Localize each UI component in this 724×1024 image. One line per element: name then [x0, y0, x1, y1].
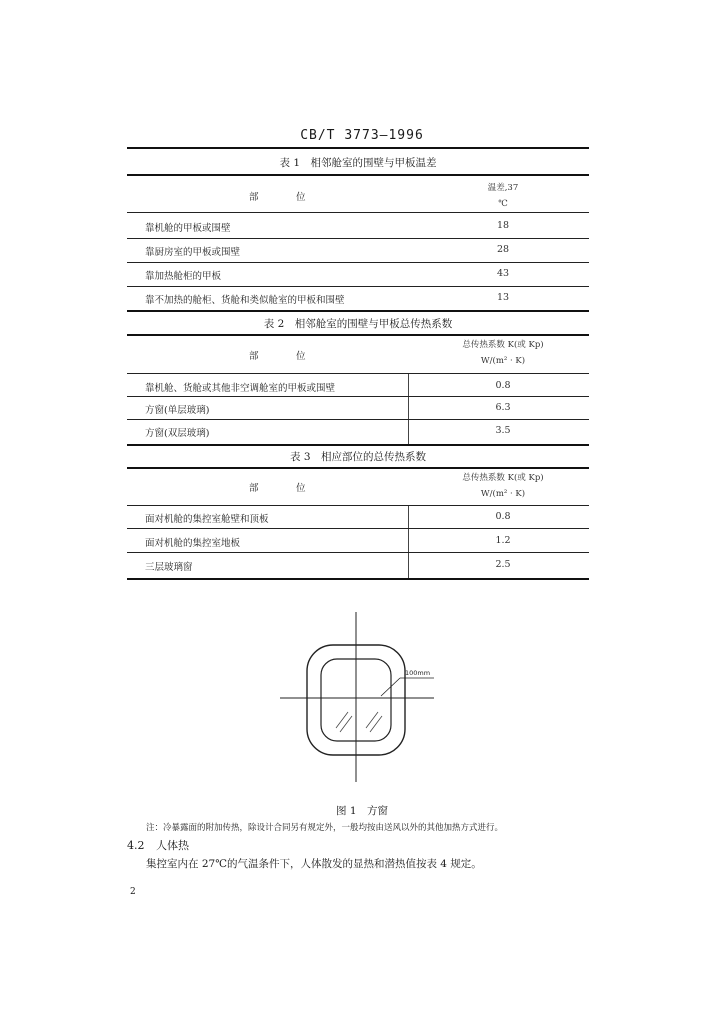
glass-hatch-marks — [336, 712, 382, 732]
table2-row-part: 方窗(双层玻璃) — [145, 428, 210, 439]
section-number: 4.2 — [127, 839, 145, 852]
table3-row-value: 2.5 — [495, 559, 511, 570]
table1-row-value: 28 — [496, 244, 510, 255]
table3-title: 表 3 相应部位的总传热系数 — [289, 451, 427, 463]
table1-row-part: 靠不加热的舱柜、货舱和类似舱室的甲板和围壁 — [145, 295, 345, 306]
table2-col-value — [408, 337, 598, 369]
table3-row-part: 三层玻璃窗 — [145, 562, 193, 573]
table3-top-rule — [127, 467, 589, 469]
table3-col-part: 部 位 — [249, 483, 320, 494]
standard-code: CB/T 3773—1996 — [300, 128, 424, 143]
table2-col-value-line1: 总传热系数 K(或 Kp) — [462, 340, 544, 350]
table2-bottom-rule — [127, 444, 589, 446]
table2-row-part: 靠机舱、货舱或其他非空调舱室的甲板或围壁 — [145, 383, 336, 394]
table1-row-value: 18 — [496, 220, 510, 231]
table2-row-value: 3.5 — [495, 425, 511, 436]
square-window-figure — [272, 612, 452, 782]
table1-row-value: 43 — [496, 268, 510, 279]
table3-col-value-line2: W/(m² · K) — [480, 489, 526, 499]
table3-row-value: 0.8 — [495, 511, 511, 522]
section-heading — [127, 837, 189, 853]
body-paragraph: 集控室内在 27℃的气温条件下，人体散发的显热和潜热值按表 4 规定。 — [146, 858, 482, 870]
table2-row-rule — [127, 396, 589, 397]
table3-row-part: 面对机舱的集控室地板 — [145, 538, 241, 549]
table2-row-value: 6.3 — [495, 402, 511, 413]
table2-row-rule — [127, 419, 589, 420]
table1-col-part: 部 位 — [249, 192, 320, 203]
table2-title: 表 2 相邻舱室的围壁与甲板总传热系数 — [263, 318, 453, 330]
table2-col-value-line2: W/(m² · K) — [480, 356, 526, 366]
table1-row-part: 靠厨房室的甲板或围壁 — [145, 247, 241, 258]
table3-col-value — [408, 470, 598, 502]
table3-row-value: 1.2 — [495, 535, 511, 546]
table1-row-rule — [127, 262, 589, 263]
note-text: 注：冷暴露面的附加传热，除设计合同另有规定外，一般均按由送风以外的其他加热方式进行。 — [146, 823, 504, 833]
header-rule — [127, 147, 589, 149]
table2-row-part: 方窗(单层玻璃) — [145, 405, 210, 416]
figure-caption: 图 1 方窗 — [335, 805, 389, 817]
table1-row-rule — [127, 286, 589, 287]
table3-row-rule — [127, 528, 589, 529]
table1-row-value: 13 — [496, 292, 510, 303]
table3-col-value-line1: 总传热系数 K(或 Kp) — [462, 473, 544, 483]
table1-row-part: 靠加热舱柜的甲板 — [145, 271, 222, 282]
table1-row-rule — [127, 238, 589, 239]
table3-row-rule — [127, 552, 589, 553]
table1-col-value — [408, 180, 598, 212]
table3-bottom-rule — [127, 578, 589, 580]
table1-bottom-rule — [127, 310, 589, 312]
table2-col-part: 部 位 — [249, 351, 320, 362]
table2-header-rule — [127, 373, 589, 374]
dimension-label: 100mm — [405, 669, 431, 677]
table3-row-part: 面对机舱的集控室舱壁和顶板 — [145, 514, 269, 525]
table2-top-rule — [127, 334, 589, 336]
section-title: 人体热 — [156, 839, 189, 852]
table1-top-rule — [127, 174, 589, 176]
table1-row-part: 靠机舱的甲板或围壁 — [145, 223, 231, 234]
table2-row-value: 0.8 — [495, 380, 511, 391]
table1-title: 表 1 相邻舱室的围壁与甲板温差 — [279, 157, 437, 169]
page-number: 2 — [130, 887, 136, 897]
table1-col-value-line2: ℃ — [498, 199, 508, 209]
table1-header-rule — [127, 212, 589, 213]
table3-header-rule — [127, 505, 589, 506]
table1-col-value-line1: 温差,37 — [487, 183, 519, 193]
